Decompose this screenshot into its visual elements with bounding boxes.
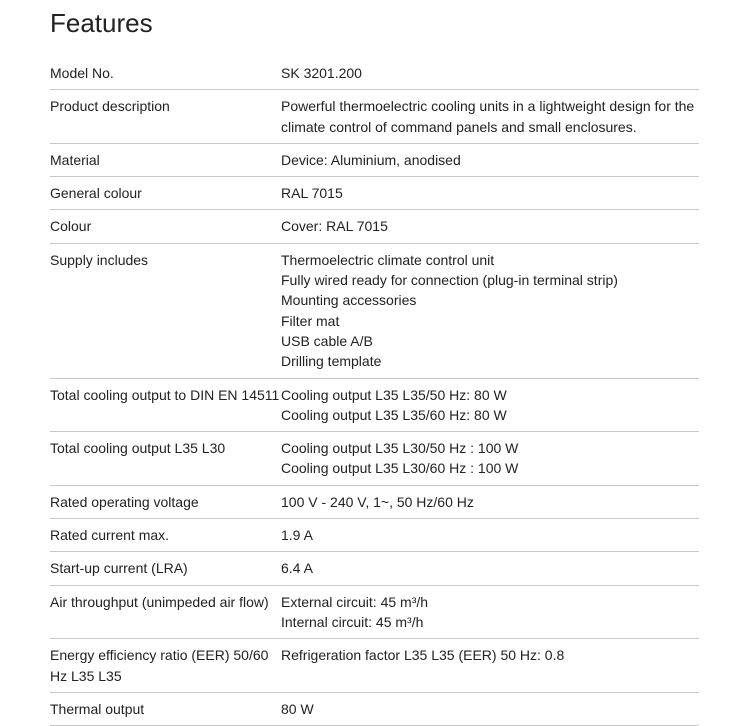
- value-line: Refrigeration factor L35 L35 (EER) 50 Hz: 0.8: [281, 647, 565, 664]
- value-line: 100 V - 240 V, 1~, 50 Hz/60 Hz: [281, 493, 474, 510]
- row-value: [281, 143, 699, 176]
- row-label: Total cooling output to DIN EN 14511: [50, 386, 280, 403]
- value-line: 80 W: [281, 700, 314, 717]
- value-line: Cooling output L35 L30/60 Hz : 100 W: [281, 460, 519, 477]
- value-line: Filter mat: [281, 312, 340, 329]
- row-label: Material: [50, 151, 100, 168]
- row-value: [281, 432, 699, 486]
- row-label: Supply includes: [50, 251, 149, 268]
- value-line: Cover: RAL 7015: [281, 218, 388, 235]
- table-row: [50, 243, 699, 378]
- value-line: External circuit: 45 m³/h: [281, 593, 429, 610]
- table-row: [50, 177, 699, 210]
- row-value: [281, 57, 699, 90]
- row-value: [281, 692, 699, 725]
- table-row: [50, 57, 699, 90]
- row-label: General colour: [50, 185, 142, 202]
- table-row: [50, 432, 699, 486]
- row-value: [281, 585, 699, 639]
- row-value: [281, 519, 699, 552]
- value-line: Cooling output L35 L35/50 Hz: 80 W: [281, 386, 507, 403]
- value-line: Mounting accessories: [281, 292, 417, 309]
- table-row: [50, 585, 699, 639]
- features-table: [50, 57, 699, 726]
- table-row: [50, 210, 699, 243]
- row-value: [281, 639, 699, 693]
- row-label: Energy efficiency ratio (EER) 50/60 Hz L35 L35: [50, 647, 269, 684]
- page-title: Features: [50, 8, 153, 38]
- value-line: Drilling template: [281, 353, 382, 370]
- row-value: [281, 243, 699, 378]
- table-row: [50, 552, 699, 585]
- row-value: [281, 552, 699, 585]
- row-label: Product description: [50, 98, 170, 115]
- row-label: Air throughput (unimpeded air flow): [50, 593, 269, 610]
- row-value: [281, 378, 699, 432]
- features-table-body: [50, 57, 699, 726]
- row-value: [281, 90, 699, 144]
- row-label: Rated operating voltage: [50, 493, 199, 510]
- table-row: [50, 639, 699, 693]
- value-line: Internal circuit: 45 m³/h: [281, 613, 424, 630]
- value-line: USB cable A/B: [281, 332, 373, 349]
- row-label: Start-up current (LRA): [50, 560, 188, 577]
- table-row: [50, 378, 699, 432]
- value-line: 6.4 A: [281, 560, 313, 577]
- row-label: Rated current max.: [50, 527, 170, 544]
- value-line: Device: Aluminium, anodised: [281, 151, 461, 168]
- value-line: Cooling output L35 L35/60 Hz: 80 W: [281, 406, 507, 423]
- row-label: Model No.: [50, 65, 114, 81]
- row-value: [281, 210, 699, 243]
- row-label: Colour: [50, 218, 92, 235]
- row-value: [281, 485, 699, 518]
- row-label: Total cooling output L35 L30: [50, 440, 226, 457]
- table-row: [50, 485, 699, 518]
- value-line: Thermoelectric climate control unit: [281, 251, 495, 268]
- value-line: Powerful thermoelectric cooling units in a lightweight design for the climate control of command panels and small enclosures.: [281, 98, 695, 135]
- table-row: [50, 143, 699, 176]
- value-line: Cooling output L35 L30/50 Hz : 100 W: [281, 440, 519, 457]
- row-value: [281, 177, 699, 210]
- table-row: [50, 519, 699, 552]
- table-row: [50, 692, 699, 725]
- table-row: [50, 90, 699, 144]
- value-line: Fully wired ready for connection (plug-in terminal strip): [281, 272, 618, 289]
- value-line: RAL 7015: [281, 185, 343, 202]
- row-label: Thermal output: [50, 700, 145, 717]
- value-line: SK 3201.200: [281, 65, 362, 81]
- value-line: 1.9 A: [281, 527, 313, 544]
